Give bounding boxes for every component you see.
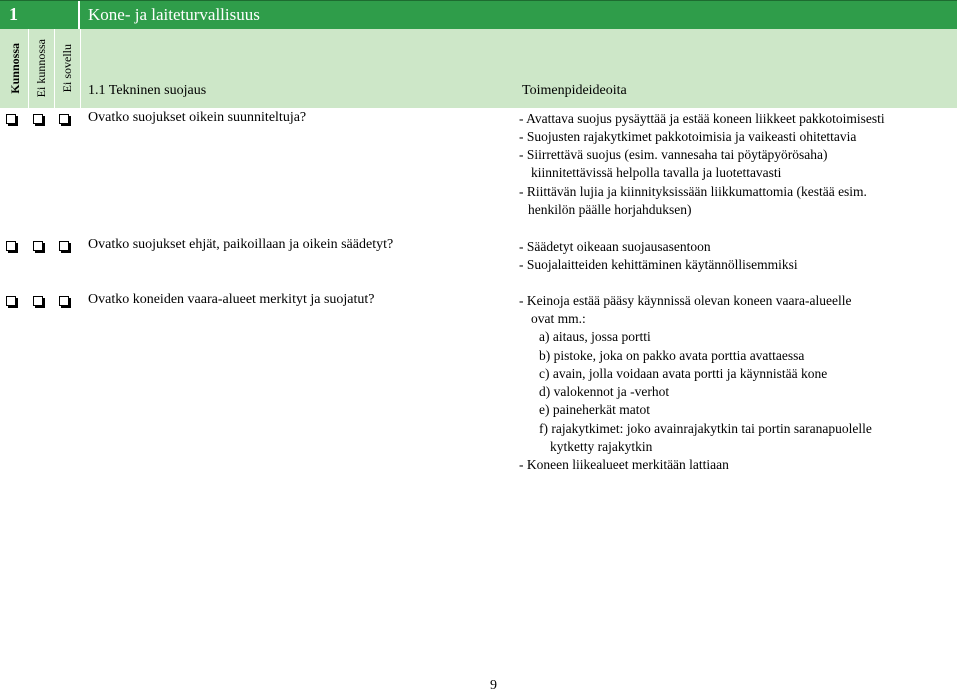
page-number: 9 [490,678,497,693]
section-header [0,0,957,29]
section-title: Kone- ja laiteturvallisuus [88,5,260,24]
column-header-not-ok: Ei kunnossa [29,29,55,108]
question-row-3: Ovatko koneiden vaara-alueet merkityt ja suojatut? [88,292,375,307]
ideas-header: Toimenpideideoita [522,83,627,98]
idea-line: - Siirrettävä suojus (esim. vannesaha tai pöytäpyörösaha) [519,147,828,162]
question-row-2: Ovatko suojukset ehjät, paikoillaan ja oikein säädetyt? [88,237,394,252]
idea-line: ovat mm.: [531,311,586,326]
checkbox-not-ok-row-1[interactable] [33,114,43,124]
checkbox-ok-row-3[interactable] [6,296,16,306]
idea-line: - Avattava suojus pysäyttää ja estää koneen liikkeet pakkotoimisesti [519,111,885,126]
checkbox-ok-row-2[interactable] [6,241,16,251]
checkbox-ok-row-1[interactable] [6,114,16,124]
column-header-not-applicable: Ei sovellu [55,29,81,108]
checkbox-na-row-1[interactable] [59,114,69,124]
idea-line: a) aitaus, jossa portti [539,329,651,344]
checkbox-na-row-3[interactable] [59,296,69,306]
idea-line: - Suojalaitteiden kehittäminen käytännöllisemmiksi [519,257,798,272]
checkbox-na-row-2[interactable] [59,241,69,251]
header-divider [78,1,80,29]
idea-line: e) paineherkät matot [539,402,650,417]
question-row-1: Ovatko suojukset oikein suunniteltuja? [88,110,307,125]
idea-line: kiinnitettävissä helpolla tavalla ja luotettavasti [531,165,782,180]
idea-line: f) rajakytkimet: joko avainrajakytkin tai portin saranapuolelle [539,421,872,436]
idea-line: b) pistoke, joka on pakko avata porttia avattaessa [539,348,805,363]
idea-line: - Koneen liikealueet merkitään lattiaan [519,457,729,472]
subsection-title: 1.1 Tekninen suojaus [88,83,207,98]
idea-line: kytketty rajakytkin [550,439,653,454]
checkbox-not-ok-row-3[interactable] [33,296,43,306]
column-header-ok: Kunnossa [3,29,29,108]
section-number: 1 [9,4,18,24]
idea-line: henkilön päälle horjahduksen) [528,202,692,217]
idea-line: - Suojusten rajakytkimet pakkotoimisia ja vaikeasti ohitettavia [519,129,857,144]
idea-line: d) valokennot ja -verhot [539,384,670,399]
checkbox-not-ok-row-2[interactable] [33,241,43,251]
idea-line: c) avain, jolla voidaan avata portti ja käynnistää kone [539,366,828,381]
idea-line: - Keinoja estää pääsy käynnissä olevan koneen vaara-alueelle [519,293,852,308]
idea-line: - Riittävän lujia ja kiinnityksissään liikkumattomia (kestää esim. [519,184,867,199]
idea-line: - Säädetyt oikeaan suojausasentoon [519,239,711,254]
